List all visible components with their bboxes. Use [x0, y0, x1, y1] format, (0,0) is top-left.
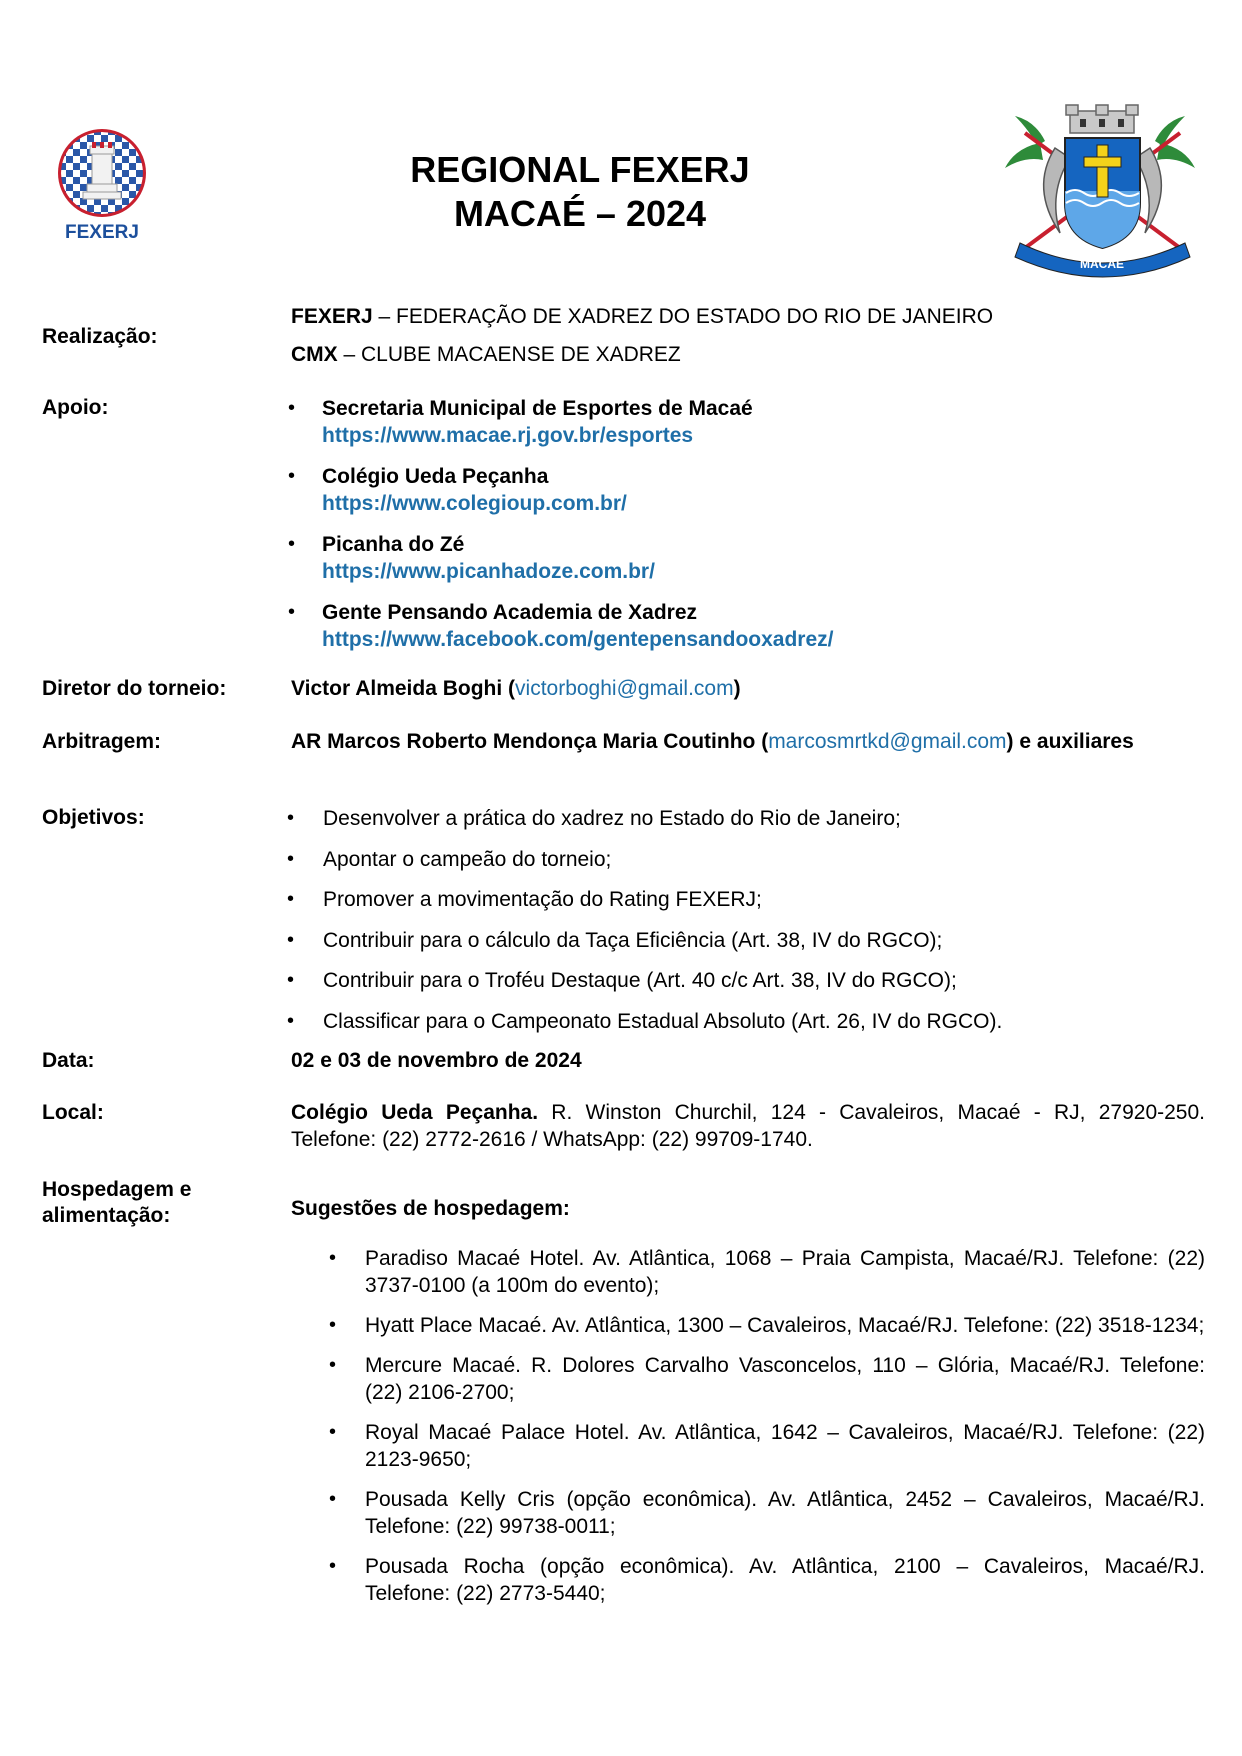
- sponsor-list: [288, 395, 1202, 653]
- sponsor-link[interactable]: https://www.picanhadoze.com.br/: [322, 560, 655, 583]
- organizer-cmx-name: – CLUBE MACAENSE DE XADREZ: [337, 343, 681, 366]
- fexerj-logo: [52, 128, 152, 246]
- objectives-list: [287, 805, 1201, 1048]
- diretor-content: Victor Almeida Boghi (victorboghi@gmail.com): [291, 677, 741, 700]
- hospedagem-label: [42, 1177, 191, 1229]
- objective-item: • Classificar para o Campeonato Estadual Absoluto (Art. 26, IV do RGCO).: [287, 1008, 1201, 1049]
- sponsor-item: [288, 599, 1202, 653]
- venue-name: Colégio Ueda Peçanha.: [291, 1101, 539, 1124]
- director-name: Victor Almeida Boghi: [291, 677, 503, 700]
- objetivos-content: [287, 805, 1201, 1048]
- hotel-item: • Pousada Rocha (opção econômica). Av. Atlântica, 2100 – Cavaleiros, Macaé/RJ. Telefone: (22) 2773-5440;: [291, 1553, 1205, 1607]
- director-email[interactable]: victorboghi@gmail.com: [515, 677, 734, 700]
- arbitragem-content: AR Marcos Roberto Mendonça Maria Coutinho (marcosmrtkd@gmail.com) e auxiliares: [291, 730, 1134, 753]
- arbitragem-label: Arbitragem:: [42, 730, 162, 753]
- sponsor-item: [288, 463, 1202, 517]
- title-line-1: REGIONAL FEXERJ: [410, 149, 750, 190]
- realizacao-label: Realização:: [42, 325, 158, 348]
- event-date: 02 e 03 de novembro de 2024: [291, 1049, 582, 1072]
- arbiter-name: AR Marcos Roberto Mendonça Maria Coutinho: [291, 730, 756, 753]
- title-line-2: MACAÉ – 2024: [453, 193, 707, 234]
- diretor-label: Diretor do torneio:: [42, 677, 227, 700]
- lodging-subtitle: Sugestões de hospedagem:: [291, 1197, 570, 1220]
- hotel-item: • Mercure Macaé. R. Dolores Carvalho Vasconcelos, 110 – Glória, Macaé/RJ. Telefone: (22) 2106-2700;: [291, 1352, 1205, 1406]
- sponsor-item: [288, 395, 1202, 449]
- local-content: [291, 1099, 1205, 1153]
- organizer-cmx: [291, 341, 1205, 368]
- objective-item: • Contribuir para o Troféu Destaque (Art. 40 c/c Art. 38, IV do RGCO);: [287, 967, 1201, 1008]
- sponsor-link[interactable]: https://www.facebook.com/gentepensandooxadrez/: [322, 628, 834, 651]
- apoio-label: Apoio:: [42, 396, 109, 419]
- sponsor-name: • Picanha do Zé: [322, 533, 465, 556]
- objective-item: • Promover a movimentação do Rating FEXERJ;: [287, 886, 1201, 927]
- hospedagem-content: [291, 1195, 1205, 1620]
- hotel-item: • Paradiso Macaé Hotel. Av. Atlântica, 1068 – Praia Campista, Macaé/RJ. Telefone: (22) 3737-0100 (a 100m do evento);: [291, 1245, 1205, 1299]
- objective-item: • Apontar o campeão do torneio;: [287, 846, 1201, 887]
- objetivos-label: Objetivos:: [42, 806, 145, 829]
- organizer-fexerj-abbr: FEXERJ: [291, 305, 373, 328]
- hospedagem-label-line-1: Hospedagem e: [42, 1178, 192, 1201]
- organizer-cmx-abbr: CMX: [291, 343, 338, 366]
- arbiter-email[interactable]: marcosmrtkd@gmail.com: [768, 730, 1007, 753]
- apoio-content: [288, 395, 1202, 667]
- fexerj-logo-text: FEXERJ: [65, 222, 139, 243]
- hotel-list: [291, 1245, 1205, 1607]
- sponsor-item: [288, 531, 1202, 585]
- hotel-item: • Royal Macaé Palace Hotel. Av. Atlântica, 1642 – Cavaleiros, Macaé/RJ. Telefone: (22) 2123-9650;: [291, 1419, 1205, 1473]
- objective-item: • Contribuir para o cálculo da Taça Eficiência (Art. 38, IV do RGCO);: [287, 927, 1201, 968]
- hotel-item: • Hyatt Place Macaé. Av. Atlântica, 1300 – Cavaleiros, Macaé/RJ. Telefone: (22) 3518-1234;: [291, 1312, 1205, 1339]
- hospedagem-label-line-2: alimentação:: [42, 1204, 171, 1227]
- hotel-item: • Pousada Kelly Cris (opção econômica). Av. Atlântica, 2452 – Cavaleiros, Macaé/RJ. Telefone: (22) 99738-0011;: [291, 1486, 1205, 1540]
- page-title: [330, 148, 830, 236]
- venue-address: R. Winston Churchil, 124 - Cavaleiros, Macaé - RJ, 27920-250. Telefone: (22) 2772-2616 / WhatsApp: (22) 99709-1740.: [291, 1101, 1206, 1151]
- sponsor-link[interactable]: https://www.macae.rj.gov.br/esportes: [322, 424, 694, 447]
- objective-item: • Desenvolver a prática do xadrez no Estado do Rio de Janeiro;: [287, 805, 1201, 846]
- sponsor-link[interactable]: https://www.colegioup.com.br/: [322, 492, 627, 515]
- sponsor-name: • Secretaria Municipal de Esportes de Macaé: [322, 397, 753, 420]
- organizer-fexerj-name: – FEDERAÇÃO DE XADREZ DO ESTADO DO RIO DE JANEIRO: [372, 305, 994, 328]
- organizer-fexerj: [291, 303, 1205, 330]
- macae-coat-of-arms: [1000, 103, 1205, 278]
- sponsor-name: • Gente Pensando Academia de Xadrez: [322, 601, 698, 624]
- sponsor-name: • Colégio Ueda Peçanha: [322, 465, 549, 488]
- coat-of-arms-ribbon-text: MACAÉ: [1080, 257, 1124, 271]
- arbiter-suffix: e auxiliares: [1019, 730, 1134, 753]
- data-label: Data:: [42, 1049, 95, 1072]
- local-label: Local:: [42, 1101, 104, 1124]
- realizacao-content: [291, 303, 1205, 368]
